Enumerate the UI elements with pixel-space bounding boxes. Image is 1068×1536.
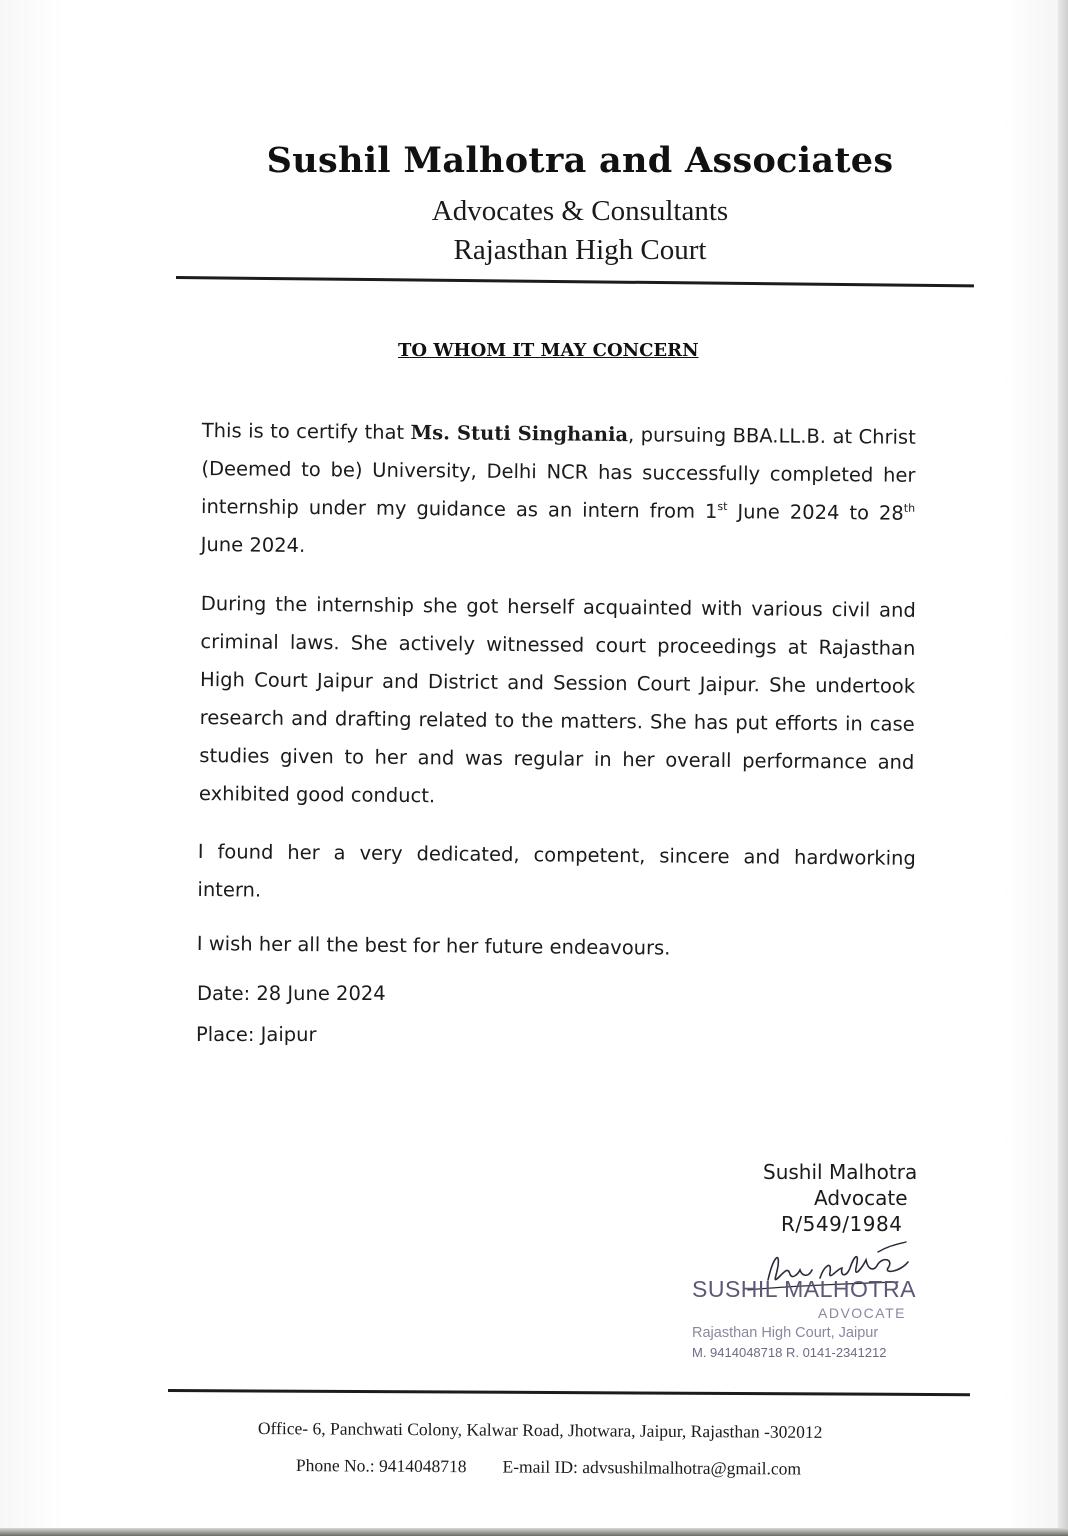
letter-date: Date: 28 June 2024: [197, 982, 386, 1005]
letter-place: Place: Jaipur: [196, 1023, 317, 1046]
internship-details-paragraph: During the internship she got herself acquainted with various civil and criminal laws. She actively witnessed court proceedings at Rajasthan High Court Jaipur and District and Session Court Jaipur. She undertook research and drafting related to the matters. She has put efforts in case studies given to her and was regular in her overall performance and exhibited good conduct.: [198, 591, 916, 808]
assessment-paragraph: I found her a very dedicated, competent, sincere and hardworking intern.: [197, 839, 916, 902]
stamp-title: ADVOCATE: [818, 1305, 906, 1321]
phone-number: Phone No.: 9414048718: [295, 1455, 467, 1477]
p1-text-c: June 2024 to 28: [727, 500, 904, 525]
signatory-name: Sushil Malhotra: [763, 1160, 918, 1184]
footer-divider: [168, 1389, 970, 1396]
advocate-stamp: [692, 1276, 932, 1360]
wishes-paragraph: I wish her all the best for her future endeavours.: [196, 931, 671, 960]
p1-text-d: June 2024.: [200, 532, 306, 557]
firm-subtitle-court: Rajasthan High Court: [453, 234, 707, 266]
signatory-registration: R/549/1984: [781, 1212, 903, 1236]
p1-sup-st: st: [717, 499, 728, 514]
office-address: Office- 6, Panchwati Colony, Kalwar Road, Jhotwara, Jaipur, Rajasthan -302012: [257, 1418, 823, 1442]
contact-line: [296, 1455, 801, 1480]
firm-subtitle-practice: Advocates & Consultants: [431, 195, 729, 227]
paper-edge-right: [1058, 0, 1068, 1536]
stamp-name: SUSHIL MALHOTRA: [692, 1276, 916, 1302]
signatory-title: Advocate: [814, 1186, 908, 1210]
paper-edge-bottom: [0, 1528, 1068, 1536]
p1-sup-th: th: [903, 501, 916, 515]
intern-name: Ms. Stuti Singhania: [410, 421, 629, 447]
p1-text-b: , pursuing BBA.LL.B. at Christ (Deemed to be) University, Delhi NCR has successfully completed her internship under my guidance as an intern from 1: [200, 423, 916, 523]
certificate-paragraph: [201, 412, 916, 571]
letter-heading: TO WHOM IT MAY CONCERN: [398, 340, 699, 361]
email-address: E-mail ID: advsushilmalhotra@gmail.com: [502, 1456, 802, 1479]
firm-name: Sushil Malhotra and Associates: [266, 140, 894, 181]
stamp-court: Rajasthan High Court, Jaipur: [692, 1325, 879, 1341]
p1-text-a: This is to certify that: [201, 418, 411, 445]
letterhead-divider: [176, 276, 974, 287]
stamp-phones: M. 9414048718 R. 0141-2341212: [692, 1345, 887, 1360]
